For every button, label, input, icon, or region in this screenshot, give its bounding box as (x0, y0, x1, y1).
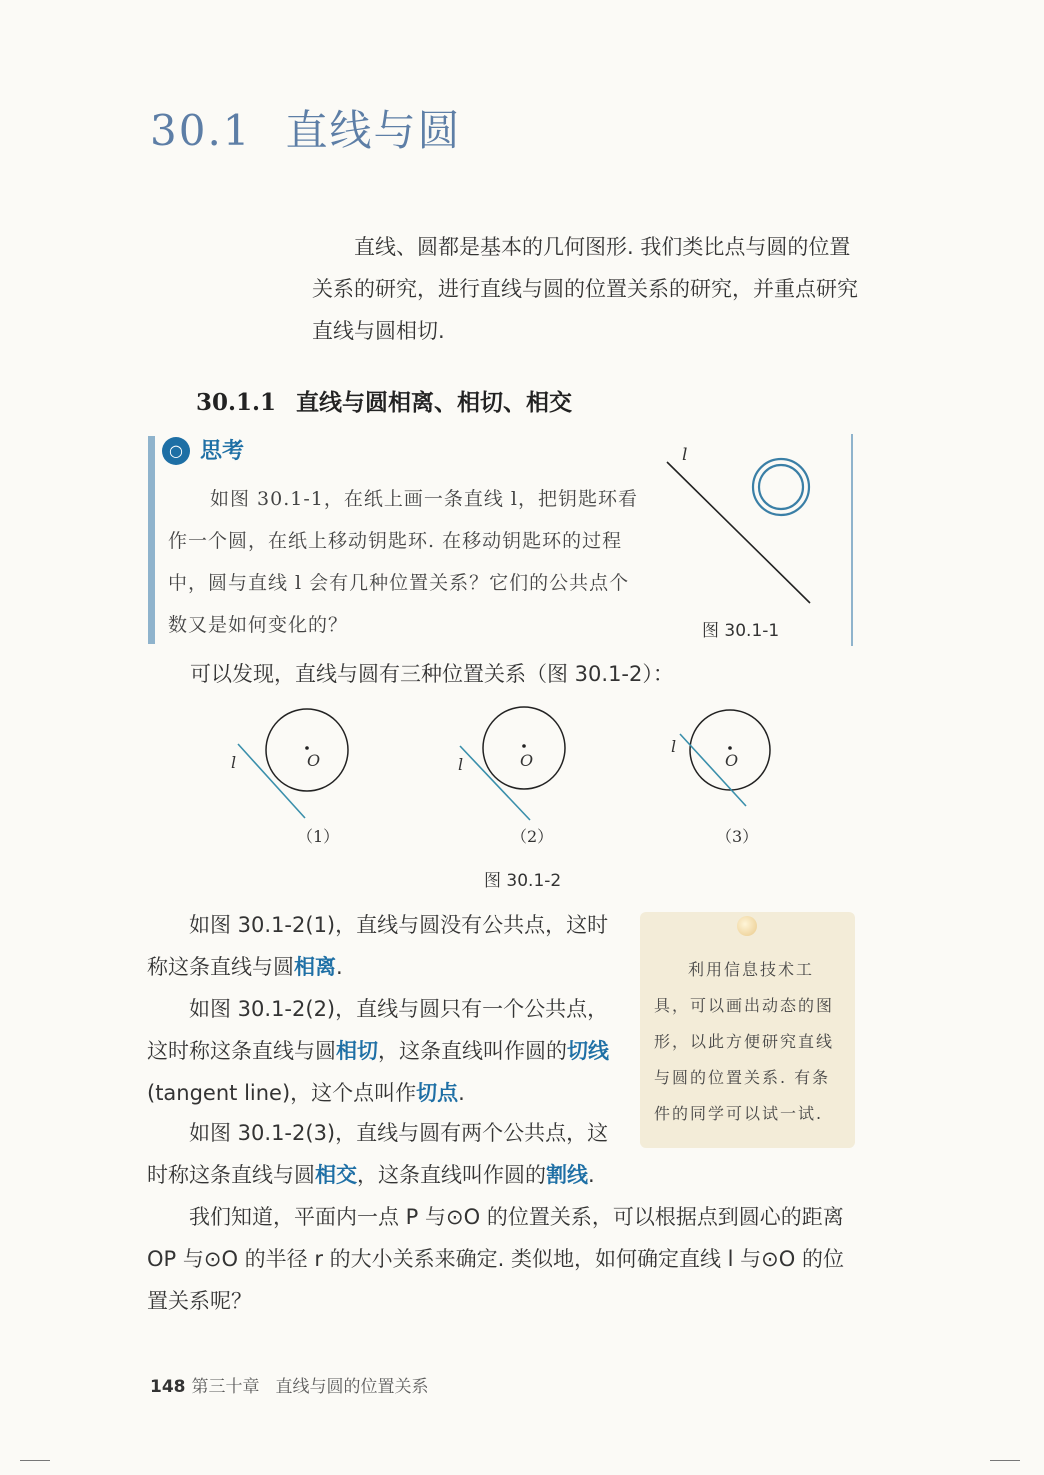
key-ring-inner (759, 465, 803, 509)
panel2-label: （2） (511, 827, 554, 846)
figure2-panel-3 (671, 710, 770, 846)
footer-topic: 直线与圆的位置关系 (275, 1377, 429, 1397)
side-note-text: 利用信息技术工具，可以画出动态的图形，以此方便研究直线与圆的位置关系. 有条件的同学可以试一试. (654, 960, 835, 1123)
panel1-center-label: O (307, 751, 321, 770)
para2-end: . (458, 1081, 465, 1105)
page-edge-mark-right (990, 1460, 1020, 1461)
term-secant: 割线 (546, 1163, 588, 1187)
panel1-center-dot (305, 746, 309, 750)
side-note-dot-icon (737, 916, 757, 936)
term-tangent-line: 切线 (567, 1039, 609, 1063)
paragraph-intersect (147, 1112, 617, 1196)
think-box-bar (148, 436, 155, 644)
paragraph-question: 我们知道，平面内一点 P 与⊙O 的位置关系，可以根据点到圆心的距离 OP 与⊙O 的半径 r 的大小关系来确定. 类似地，如何确定直线 l 与⊙O 的位置关系呢？ (147, 1205, 844, 1313)
figure2-caption: 图 30.1-2 (484, 871, 562, 891)
term-intersect: 相交 (315, 1163, 357, 1187)
paragraph-tangent (147, 988, 617, 1114)
figure1-line (667, 462, 810, 603)
para2-mid: ，这条直线叫作圆的 (378, 1039, 567, 1063)
page-footer (150, 1372, 429, 1397)
panel3-center-label: O (725, 751, 739, 770)
paragraph-separate (147, 904, 617, 988)
page-number: 148 (150, 1377, 186, 1397)
panel2-circle (483, 707, 565, 789)
figure2-panel-2 (458, 707, 565, 846)
figure-30-1-1 (650, 440, 840, 620)
term-tangent: 相切 (336, 1039, 378, 1063)
intro-paragraph: 直线、圆都是基本的几何图形. 我们类比点与圆的位置关系的研究，进行直线与圆的位置关系的研究，并重点研究直线与圆相切. (312, 235, 858, 343)
think-question: 如图 30.1-1，在纸上画一条直线 l，把钥匙环看作一个圆，在纸上移动钥匙环. 在移动钥匙环的过程中，圆与直线 l 会有几种位置关系？它们的公共点个数又是如何变化的？ (168, 488, 638, 636)
para3-text: 如图 30.1-2(3)，直线与圆有两个公共点，这时称这条直线与圆 (147, 1121, 609, 1187)
para3-mid: ，这条直线叫作圆的 (357, 1163, 546, 1187)
lightbulb-icon: ○ (162, 437, 190, 465)
page-edge-mark-left (20, 1460, 50, 1461)
panel2-center-label: O (520, 751, 534, 770)
section-title: 直线与圆 (285, 106, 462, 155)
panel3-center-dot (728, 746, 732, 750)
figure1-line-label: l (682, 445, 688, 465)
panel1-label: （1） (297, 827, 340, 846)
found-text: 可以发现，直线与圆有三种位置关系（图 30.1-2）： (190, 662, 674, 686)
footer-chapter: 第三十章 (191, 1377, 260, 1397)
para1-text: 如图 30.1-2(1)，直线与圆没有公共点，这时称这条直线与圆 (147, 913, 609, 979)
panel3-label: （3） (716, 827, 759, 846)
think-box-right-bar (851, 434, 853, 646)
subsection-heading (196, 384, 572, 417)
section-heading (150, 98, 462, 158)
panel1-line-label: l (231, 753, 237, 772)
panel1-line (238, 744, 305, 818)
think-label: 思考 (200, 439, 245, 464)
figure-30-1-2 (220, 700, 800, 860)
panel3-circle (690, 710, 770, 790)
panel2-center-dot (522, 744, 526, 748)
key-ring-outer (753, 459, 809, 515)
subsection-number: 30.1.1 (196, 389, 277, 416)
term-tangent-point: 切点 (416, 1081, 459, 1105)
section-number: 30.1 (150, 106, 252, 155)
figure2-panel-1 (231, 709, 348, 846)
panel3-line (680, 734, 746, 806)
panel3-line-label: l (671, 737, 677, 756)
para2-text: 如图 30.1-2(2)，直线与圆只有一个公共点，这时称这条直线与圆 (147, 997, 609, 1063)
para2-english: (tangent line)，这个点叫作 (147, 1081, 417, 1105)
term-separate: 相离 (294, 955, 336, 979)
panel1-circle (266, 709, 348, 791)
para3-end: . (588, 1163, 595, 1187)
subsection-title: 直线与圆相离、相切、相交 (296, 390, 573, 416)
para1-end: . (336, 955, 343, 979)
panel2-line-label: l (458, 755, 464, 774)
figure1-caption: 图 30.1-1 (702, 621, 780, 641)
